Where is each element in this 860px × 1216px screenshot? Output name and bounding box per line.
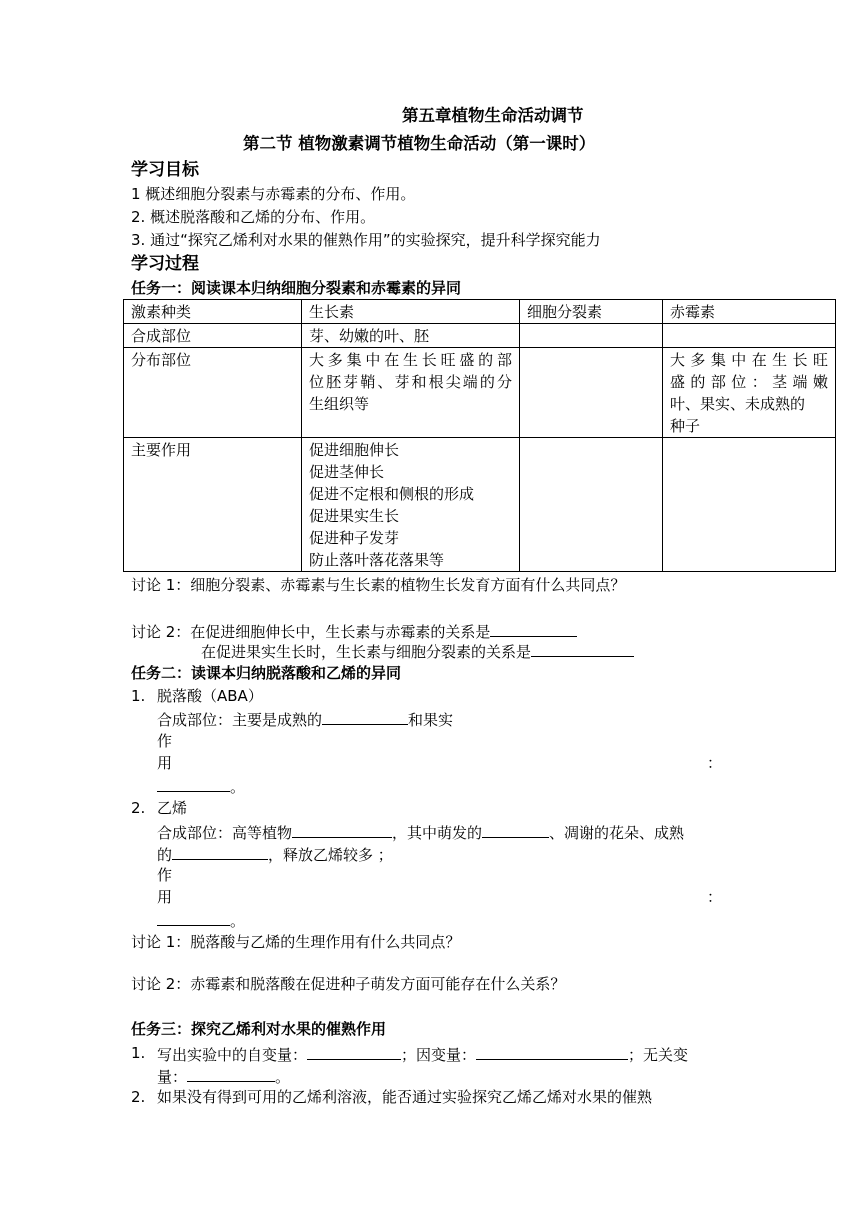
task3-heading: 任务三：探究乙烯利对水果的催熟作用 [131, 1020, 387, 1038]
table-header-cell: 生长素 [302, 300, 520, 324]
answer-blank[interactable] [307, 1043, 401, 1060]
text-char: ： [707, 888, 723, 906]
text-char: ： [707, 754, 723, 772]
text-part: ，其中萌发的 [392, 824, 483, 842]
hormone-table [123, 299, 836, 572]
row-label: 合成部位 [124, 324, 302, 348]
answer-blank[interactable] [172, 843, 268, 860]
cell-line: 盛的部位：茎端嫩 [670, 373, 828, 391]
row-label: 主要作用 [124, 438, 302, 572]
text-part: 合成部位：高等植物 [157, 824, 293, 842]
task3-item1 [157, 1043, 688, 1065]
table-header-row [124, 300, 836, 324]
table-cell-empty[interactable] [520, 348, 663, 438]
list-number: 2. [131, 799, 146, 817]
text-part: 写出实验中的自变量： [157, 1046, 308, 1064]
cell-line: 防止落叶落花落果等 [309, 551, 445, 569]
task3-item1-cont [157, 1065, 290, 1087]
cell-line: 位胚芽鞘、芽和根尖端的分 [309, 373, 512, 391]
text-part: 。 [230, 778, 246, 796]
answer-blank[interactable] [157, 775, 230, 792]
cell-line: 促进不定根和侧根的形成 [309, 485, 475, 503]
cell-line: 促进种子发芽 [309, 529, 400, 547]
text-char: 用 [157, 888, 173, 906]
text-part: 合成部位：主要是成熟的 [157, 711, 323, 729]
discussion-part: 在促进果实生长时，生长素与细胞分裂素的关系是 [201, 643, 532, 661]
objective-item: 2. 概述脱落酸和乙烯的分布、作用。 [131, 208, 376, 226]
table-cell: 芽、幼嫩的叶、胚 [302, 324, 520, 348]
table-cell [302, 438, 520, 572]
table-cell [663, 348, 836, 438]
answer-blank[interactable] [476, 1043, 628, 1060]
discussion-text [201, 640, 634, 662]
text-part: 的 [157, 846, 173, 864]
discussion-text [131, 620, 577, 642]
cell-line: 促进细胞伸长 [309, 441, 400, 459]
discussion-text: 讨论 1：细胞分裂素、赤霉素与生长素的植物生长发育方面有什么共同点？ [131, 576, 626, 594]
cell-line: 叶、果实、未成熟的 [670, 395, 806, 413]
answer-blank[interactable] [157, 909, 230, 926]
aba-function [157, 775, 245, 797]
chapter-title: 第五章植物生命活动调节 [402, 106, 584, 125]
ethylene-function [157, 909, 245, 931]
table-cell-empty[interactable] [663, 438, 836, 572]
table-header-cell: 细胞分裂素 [520, 300, 663, 324]
text-part: 、凋谢的花朵、成熟 [549, 824, 685, 842]
answer-blank[interactable] [187, 1065, 275, 1082]
table-header-cell: 赤霉素 [663, 300, 836, 324]
text-char: 作 [157, 866, 173, 884]
text-part: 。 [275, 1068, 291, 1086]
row-label: 分布部位 [124, 348, 302, 438]
text-part: 和果实 [408, 711, 454, 729]
table-header-cell: 激素种类 [124, 300, 302, 324]
objective-item: 1 概述细胞分裂素与赤霉素的分布、作用。 [131, 185, 416, 203]
cell-line: 大多集中在生长旺 [670, 351, 828, 369]
text-part: 量： [157, 1068, 188, 1086]
ethylene-synthesis-cont [157, 843, 393, 865]
list-number: 1. [131, 687, 146, 705]
task1-heading: 任务一：阅读课本归纳细胞分裂素和赤霉素的异同 [131, 279, 462, 297]
ethylene-synthesis [157, 821, 684, 843]
text-part: 。 [230, 912, 246, 930]
text-part: ，释放乙烯较多 ； [268, 846, 393, 864]
process-heading: 学习过程 [131, 254, 199, 274]
cell-line: 促进茎伸长 [309, 463, 385, 481]
table-cell-empty[interactable] [663, 324, 836, 348]
answer-blank[interactable] [490, 620, 577, 637]
aba-name: 脱落酸（ABA） [157, 687, 263, 705]
discussion-text: 讨论 2：赤霉素和脱落酸在促进种子萌发方面可能存在什么关系？ [131, 975, 566, 993]
text-char: 作 [157, 732, 173, 750]
answer-blank[interactable] [482, 821, 549, 838]
cell-line: 种子 [670, 417, 701, 435]
discussion-part: 讨论 2：在促进细胞伸长中，生长素与赤霉素的关系是 [131, 623, 491, 641]
table-cell-empty[interactable] [520, 438, 663, 572]
task3-item2: 如果没有得到可用的乙烯利溶液，能否通过实验探究乙烯乙烯对水果的催熟 [157, 1088, 653, 1106]
cell-line: 生组织等 [309, 395, 370, 413]
table-row-synthesis [124, 324, 836, 348]
table-row-function [124, 438, 836, 572]
table-row-distribution [124, 348, 836, 438]
answer-blank[interactable] [531, 640, 634, 657]
aba-synthesis [157, 708, 453, 730]
task2-heading: 任务二：读课本归纳脱落酸和乙烯的异同 [131, 664, 402, 682]
discussion-text: 讨论 1：脱落酸与乙烯的生理作用有什么共同点？ [131, 933, 461, 951]
text-part: ；因变量： [401, 1046, 477, 1064]
text-part: ；无关变 [628, 1046, 689, 1064]
objectives-heading: 学习目标 [131, 160, 199, 180]
cell-line: 大多集中在生长旺盛的部 [309, 351, 512, 369]
ethylene-name: 乙烯 [157, 799, 188, 817]
list-number: 1. [131, 1044, 146, 1062]
objective-item: 3. 通过“探究乙烯利对水果的催熟作用”的实验探究，提升科学探究能力 [131, 231, 601, 249]
cell-line: 促进果实生长 [309, 507, 400, 525]
section-title: 第二节 植物激素调节植物生命活动（第一课时） [243, 134, 596, 153]
text-char: 用 [157, 754, 173, 772]
table-cell [302, 348, 520, 438]
answer-blank[interactable] [292, 821, 392, 838]
table-cell-empty[interactable] [520, 324, 663, 348]
list-number: 2. [131, 1088, 146, 1106]
answer-blank[interactable] [322, 708, 408, 725]
